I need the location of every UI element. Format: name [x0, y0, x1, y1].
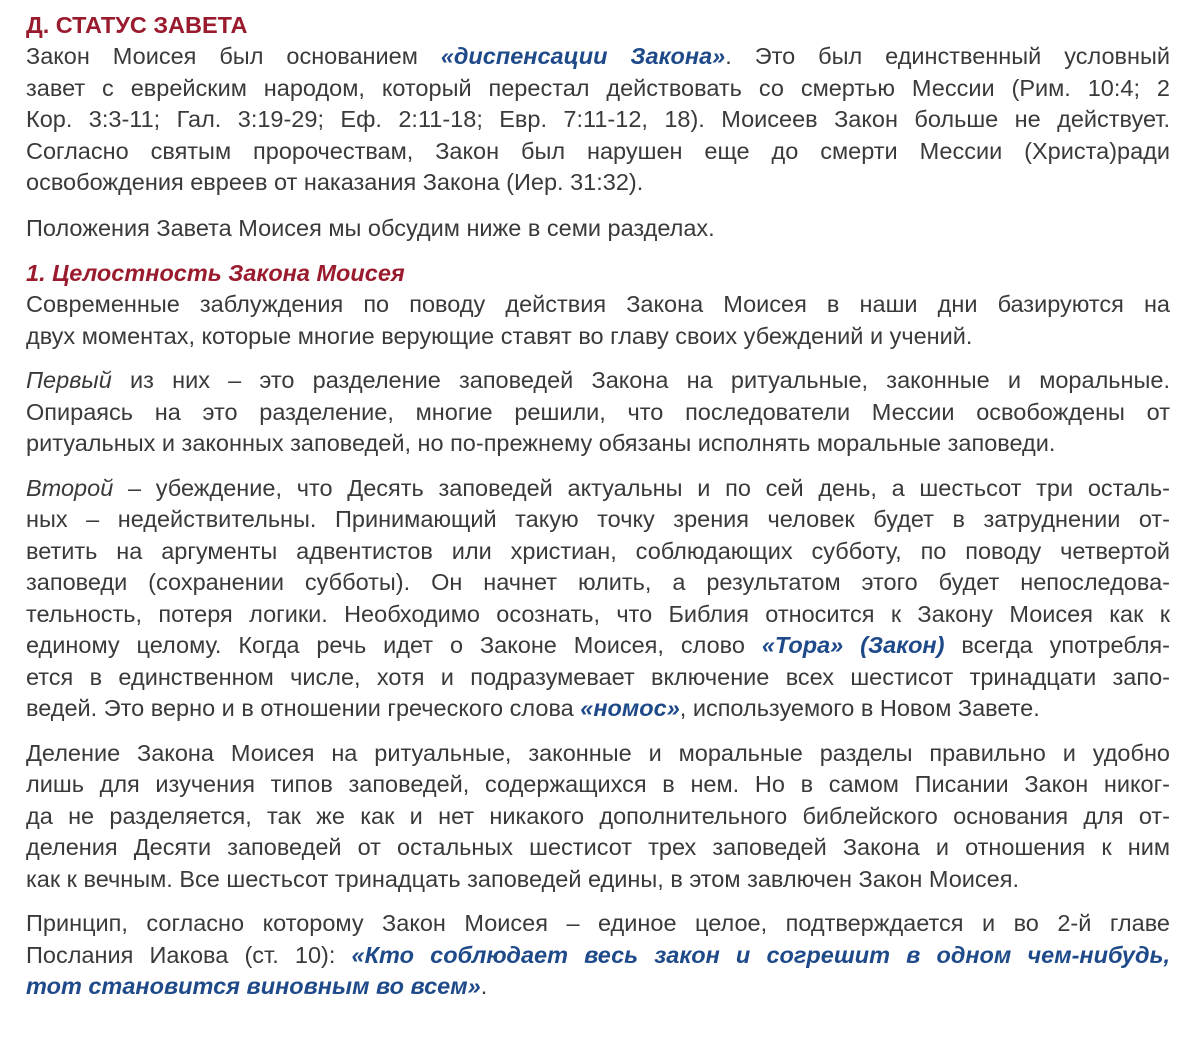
paragraph-division: [26, 738, 1170, 896]
text-line: освобождения евреев от наказания Закона (Иер. 31:32).: [26, 169, 644, 195]
text-line: [26, 971, 1170, 1003]
paragraph-misconceptions: [26, 289, 1170, 352]
text-line: [26, 940, 1170, 972]
text-line: [26, 365, 1170, 397]
text-line: завет с еврейским народом, который перестал действовать со смертью Мессии (Рим. 10:4; 2: [26, 74, 1170, 101]
text-line: [26, 630, 1170, 662]
quoted-term: «диспенсации Закона»: [440, 43, 726, 69]
subsection-heading: 1. Целостность Закона Моисея: [26, 260, 405, 286]
text-span: всегда употребля-: [944, 632, 1170, 658]
text-span: ведей. Это верно и в отношении греческого слова: [26, 695, 581, 721]
emphasis-second: Второй: [26, 474, 114, 501]
text-line: Согласно святым пророчествам, Закон был нарушен еще до смерти Мессии (Христа)ради: [26, 137, 1170, 164]
text-line: ветить на аргументы адвентистов или христиан, соблюдающих субботу, по поводу четвертой: [26, 537, 1170, 564]
text-span: , используемого в Новом Завете.: [679, 695, 1040, 721]
text-line: деления Десяти заповедей от остальных шестисот трех заповедей Закона и отношения к ним: [26, 834, 1170, 860]
text-span: Послания Иакова (ст. 10):: [26, 941, 352, 968]
text-line: ных – недействительны. Принимающий такую точку зрения человек будет в затруднении от-: [26, 506, 1170, 532]
text-span: Закон Моисея был основанием: [26, 43, 441, 69]
text-line: [26, 473, 1170, 505]
text-line: Опираясь на это разделение, многие решили, что последователи Мессии освобождены от: [26, 398, 1170, 425]
text-line: Современные заблуждения по поводу действия Закона Моисея в наши дни базируются на: [26, 291, 1170, 317]
text-line: заповеди (сохранении субботы). Он начнет юлить, а результатом этого будет непоследова-: [26, 569, 1170, 595]
text-line: двух моментах, которые многие верующие ставят во главу своих убеждений и учений.: [26, 322, 973, 349]
text-line: Принцип, согласно которому Закон Моисея – единое целое, подтверждается и во 2-й главе: [26, 910, 1170, 936]
paragraph-seven-sections: Положения Завета Моисея мы обсудим ниже в семи разделах.: [26, 214, 715, 241]
paragraph-first-point: [26, 365, 1170, 460]
paragraph-principle: [26, 908, 1170, 1003]
emphasis-first: Первый: [26, 367, 112, 393]
paragraph-law-basis: [26, 41, 1170, 199]
quoted-term: «Тора» (Закон): [761, 632, 945, 658]
text-line: лишь для изучения типов заповедей, содержащихся в нем. Но в самом Писании Закон никог-: [26, 771, 1170, 797]
text-line: Кор. 3:3-11; Гал. 3:19-29; Еф. 2:11-18; Евр. 7:11-12, 18). Моисеев Закон больше не действует.: [26, 106, 1170, 132]
text-line: тельность, потеря логики. Необходимо осознать, что Библия относится к Закону Моисея как к: [26, 600, 1170, 627]
scripture-quote: тот становится виновным во всем»: [26, 973, 481, 999]
text-line: да не разделяется, так же как и нет никакого дополнительного библейского основания для от-: [26, 802, 1170, 829]
text-line: [26, 693, 1170, 725]
text-span: единому целому. Когда речь идет о Законе Моисея, слово: [26, 632, 762, 658]
scripture-quote: «Кто соблюдает весь закон и согрешит в одном чем-нибудь,: [351, 941, 1170, 968]
text-line: [26, 41, 1170, 73]
paragraph-second-point: [26, 473, 1170, 725]
quoted-term: «номос»: [580, 695, 680, 721]
section-heading: Д. СТАТУС ЗАВЕТА: [26, 12, 248, 38]
text-line: как к вечным. Все шестьсот тринадцать заповедей едины, в этом завлючен Закон Моисея.: [26, 865, 1019, 892]
text-line: ритуальных и законных заповедей, но по-прежнему обязаны исполнять моральные заповеди.: [26, 430, 1056, 456]
text-span: .: [480, 973, 488, 999]
text-span: из них – это разделение заповедей Закона на ритуальные, законные и моральные.: [111, 367, 1170, 393]
text-span: – убеждение, что Десять заповедей актуальны и по сей день, а шестьсот три осталь-: [113, 474, 1170, 501]
text-span: . Это был единственный условный: [725, 43, 1171, 69]
text-line: Деление Закона Моисея на ритуальные, законные и моральные разделы правильно и удобно: [26, 739, 1170, 766]
text-line: ется в единственном числе, хотя и подразумевает включение всех шестисот тринадцати запо-: [26, 663, 1170, 690]
